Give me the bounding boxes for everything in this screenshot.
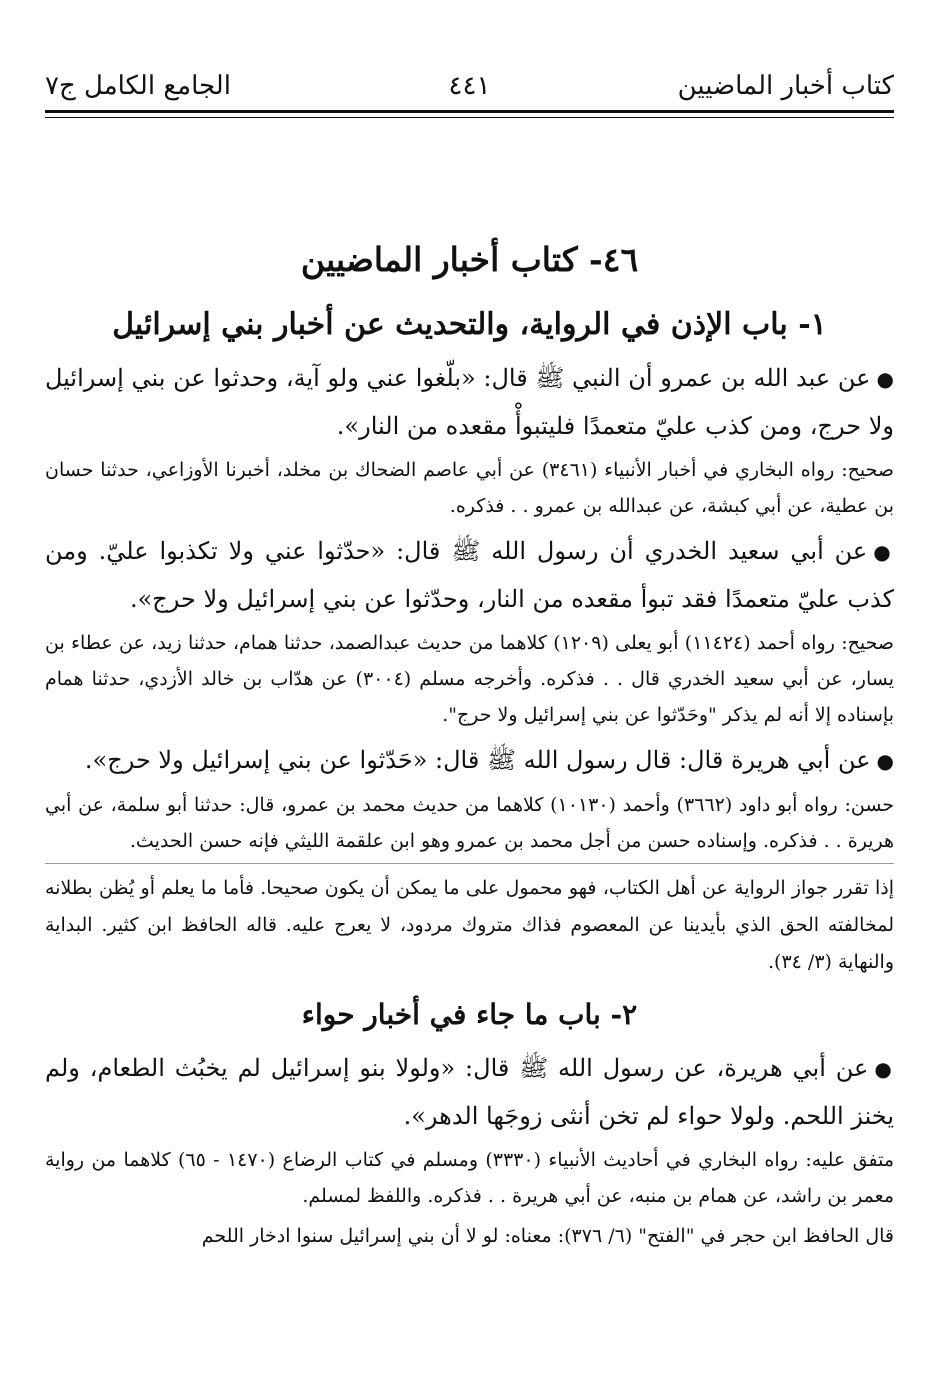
hadith-takhrij: صحيح: رواه البخاري في أخبار الأنبياء (٣٤٦١) عن أبي عاصم الضحاك بن مخلد، أخبرنا الأوزاعي، حدثنا حسان بن عطية، عن أبي كبشة، عن عبدالله بن عمرو . . فذكره. <box>45 459 894 517</box>
hadith-takhrij: حسن: رواه أبو داود (٣٦٦٢) وأحمد (١٠١٣٠) كلاهما من حديث محمد بن عمرو، قال: حدثنا أبو سلمة، عن أبي هريرة . . فذكره. وإسناده حسن من أجل محمد بن عمرو وهو ابن علقمة الليثي فإنه حسن الحديث. <box>45 794 895 852</box>
hadith-text <box>45 737 894 785</box>
hadith-body: عن أبي هريرة قال: قال رسول الله ﷺ قال: «حَدّثوا عن بني إسرائيل ولا حرج». <box>84 746 871 774</box>
hadith-text <box>45 1045 894 1140</box>
hadith-body: عن أبي سعيد الخدري أن رسول الله ﷺ قال: «حدّثوا عني ولا تكذبوا عليّ. ومن كذب عليّ متعمدًا فقد تبوأ مقعده من النار، وحدّثوا عن بني إسرائيل ولا حرج». <box>45 537 894 613</box>
hadith-body: عن أبي هريرة، عن رسول الله ﷺ قال: «ولولا بنو إسرائيل لم يخبُث الطعام، ولم يخنز اللحم. ولولا حواء لم تخن أنثى زوجَها الدهر». <box>45 1054 894 1130</box>
bullet-icon: ● <box>876 749 894 773</box>
header-book-title: كتاب أخبار الماضيين <box>677 71 894 101</box>
hadith-takhrij: صحيح: رواه أحمد (١١٤٢٤) أبو يعلى (١٢٠٩) كلاهما من حديث عبدالصمد، حدثنا همام، حدثنا زيد، عن عطاء بن يسار، عن أبي سعيد الخدري قال . . فذكره. وأخرجه مسلم (٣٠٠٤) عن هدّاب بن خالد الأزدي، حدثنا همام بإسناده إلا أنه لم يذكر "وحَدّثوا عن بني إسرائيل ولا حرج". <box>45 632 894 726</box>
bullet-icon: ● <box>873 540 894 564</box>
page-content <box>45 235 894 1255</box>
hadith-text <box>45 355 894 450</box>
scholar-note: قال الحافظ ابن حجر في "الفتح" (٦/ ٣٧٦): معناه: لو لا أن بني إسرائيل سنوا ادخار اللحم <box>201 1225 894 1247</box>
page-header <box>45 62 894 112</box>
bullet-icon: ● <box>874 1057 895 1081</box>
header-rule-thick <box>45 110 894 113</box>
page-number: ٤٤١ <box>448 71 491 101</box>
hadith-body: عن عبد الله بن عمرو أن النبي ﷺ قال: «بلّغوا عني ولو آية، وحدثوا عن بني إسرائيل ولا حرج، ومن كذب عليّ متعمدًا فليتبوأْ مقعده من النار». <box>45 364 894 440</box>
header-volume: الجامع الكامل ج٧ <box>45 71 231 101</box>
scholar-note: إذا تقرر جواز الرواية عن أهل الكتاب، فهو محمول على ما يمكن أن يكون صحيحا. فأما ما يعلم أو يُظن بطلانه لمخالفته الحق الذي بأيدينا عن المعصوم فذاك متروك مردود، لا يعرج عليه. قاله الحافظ ابن كثير. البداية والنهاية (٣/ ٣٤). <box>45 877 894 973</box>
header-rule-thin <box>45 117 894 118</box>
section-divider <box>45 863 894 864</box>
hadith-takhrij: متفق عليه: رواه البخاري في أحاديث الأنبياء (٣٣٣٠) ومسلم في كتاب الرضاع (١٤٧٠ - ٦٥) كلاهما من رواية معمر بن راشد، عن همام بن منبه، عن أبي هريرة . . فذكره. واللفظ لمسلم. <box>45 1149 894 1207</box>
book-title: ٤٦- كتاب أخبار الماضيين <box>300 240 639 279</box>
chapter-2-title: ٢- باب ما جاء في أخبار حواء <box>301 998 638 1031</box>
hadith-text <box>45 528 894 623</box>
chapter-1-title: ١- باب الإذن في الرواية، والتحديث عن أخبار بني إسرائيل <box>112 307 827 342</box>
bullet-icon: ● <box>876 367 894 391</box>
